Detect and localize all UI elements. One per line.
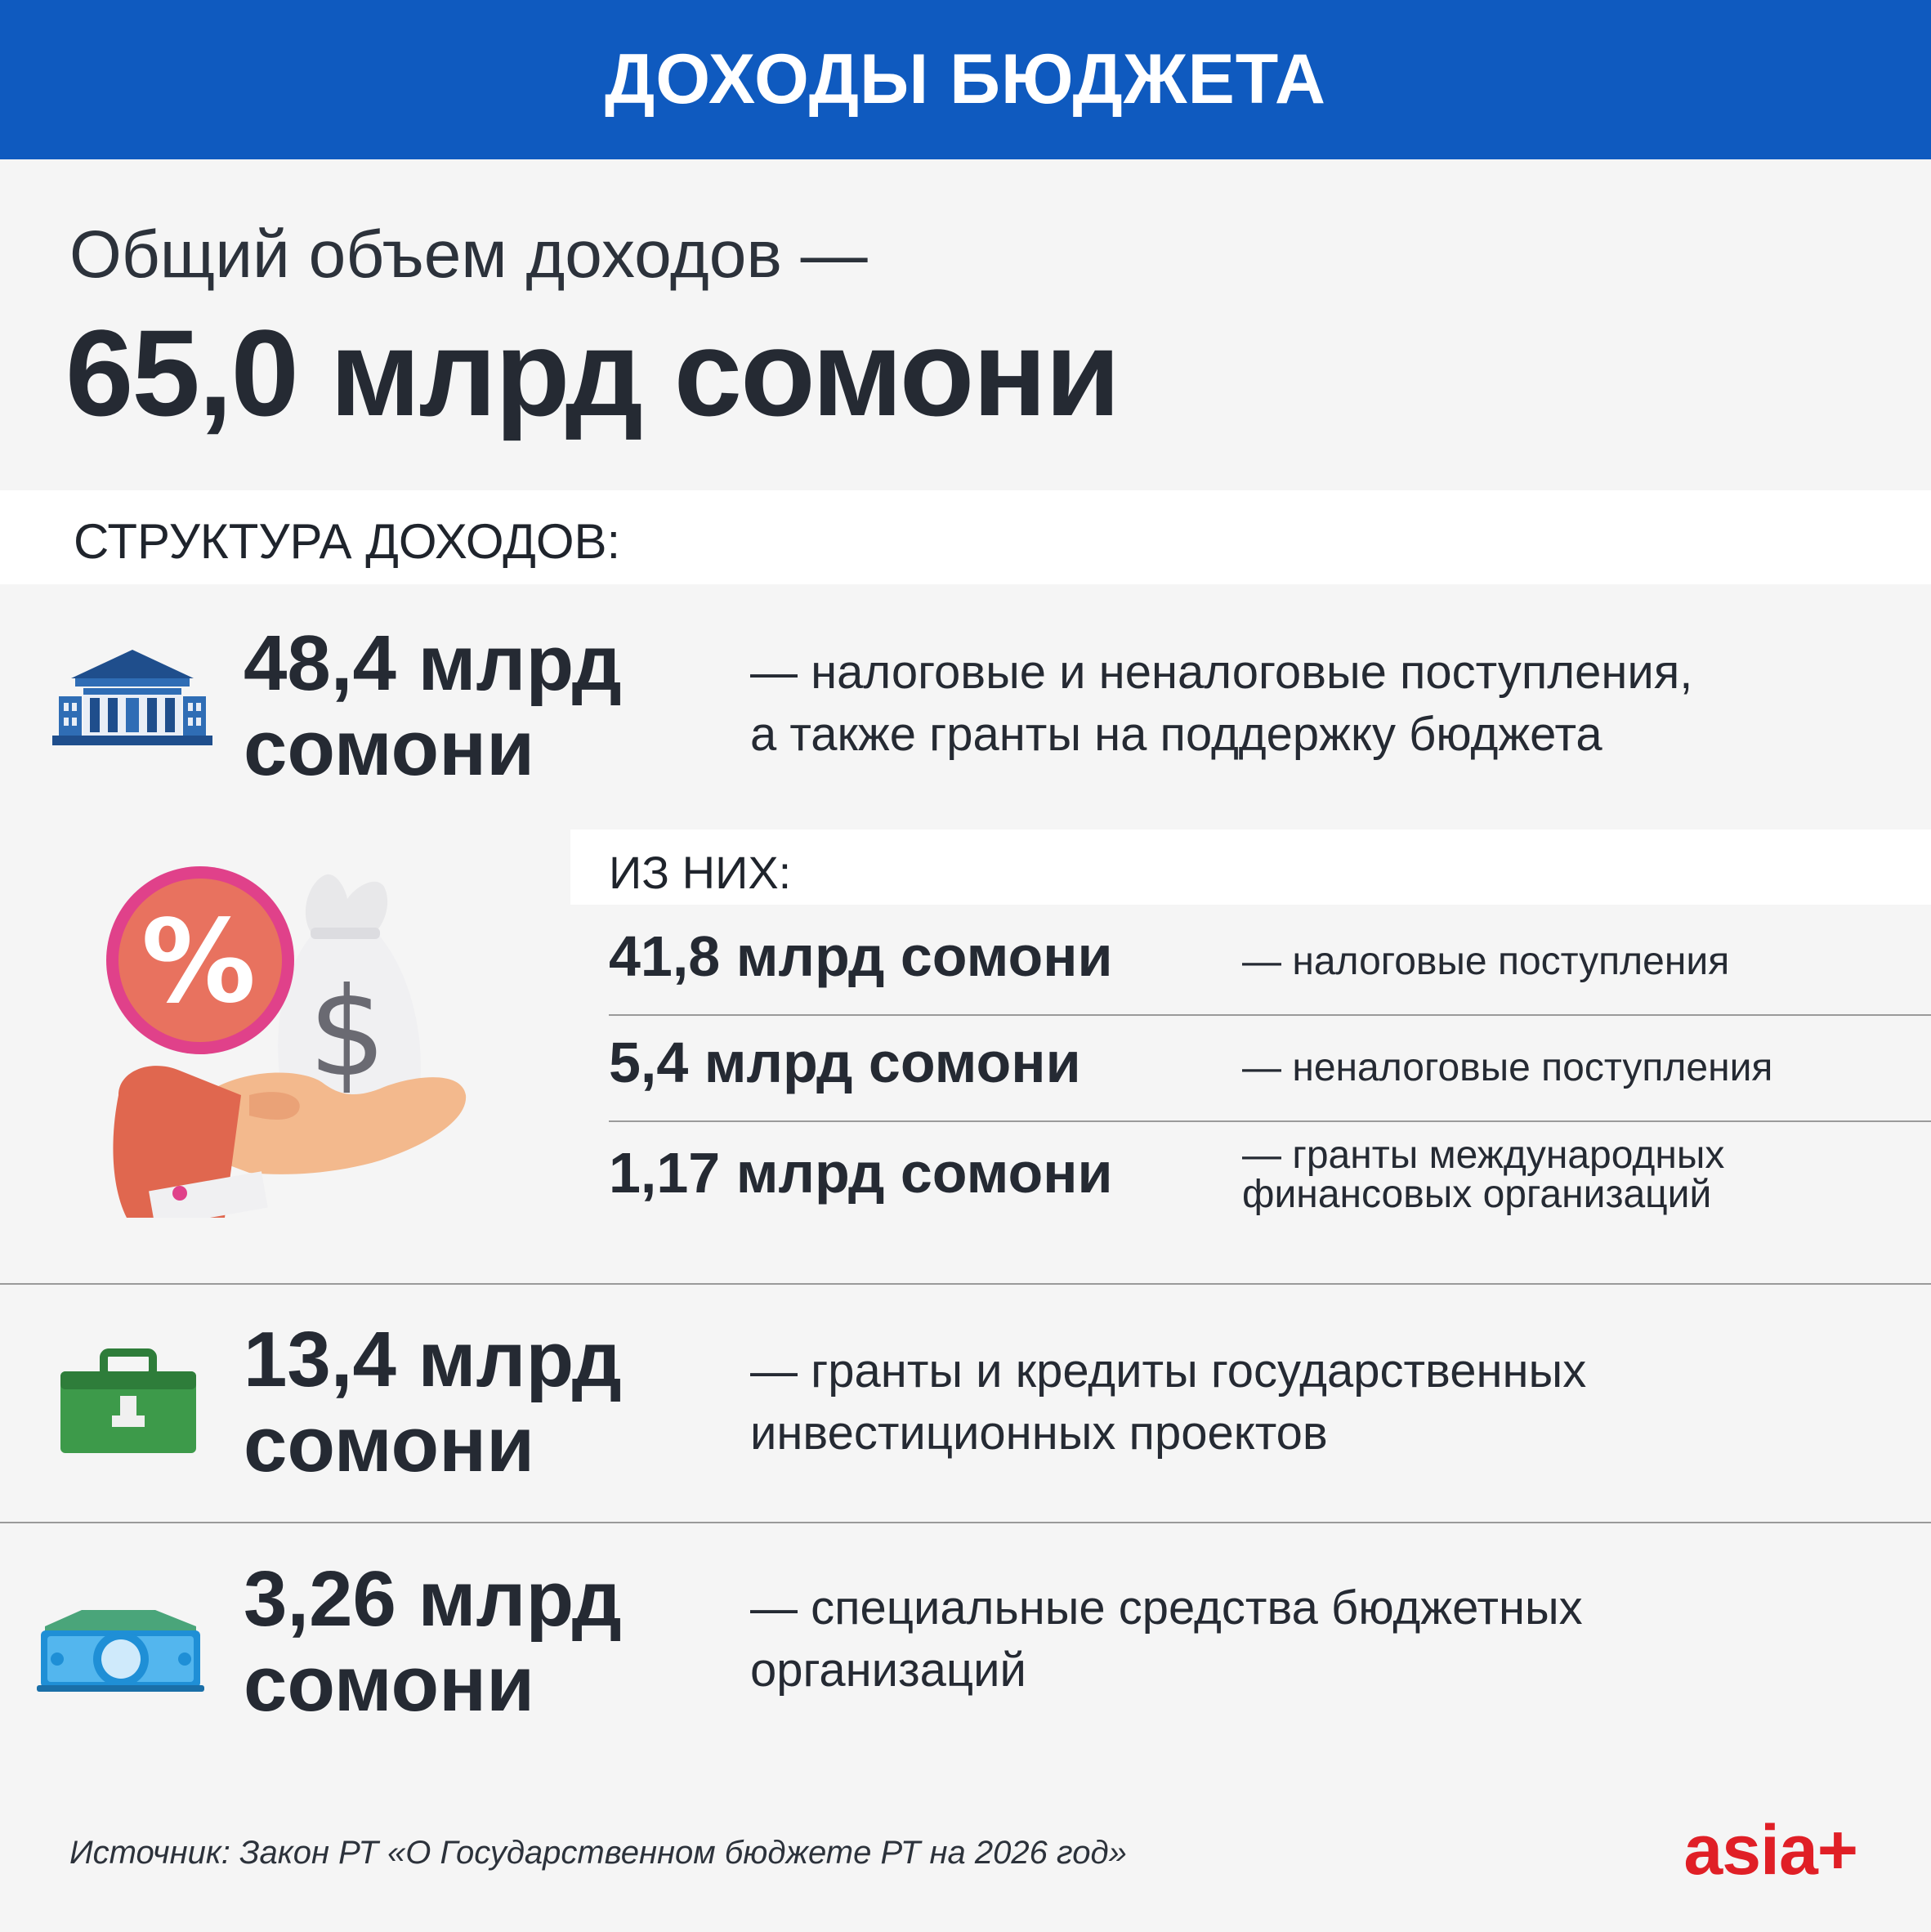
description-3-26 <box>750 1577 1583 1702</box>
amount-13-4 <box>244 1317 622 1487</box>
amount-line-2: сомони <box>244 704 535 792</box>
sub-amount-5-4: 5,4 млрд сомони <box>609 1031 1081 1094</box>
amount-3-26 <box>244 1557 622 1727</box>
total-value: 65,0 млрд сомони <box>65 304 1120 441</box>
amount-line-1: 48,4 млрд <box>244 619 622 707</box>
header-bar <box>0 0 1931 159</box>
svg-text:$: $ <box>308 962 387 1104</box>
desc-line-1: — гранты и кредиты государственных <box>750 1344 1587 1398</box>
desc-line-2: организаций <box>750 1644 1026 1697</box>
total-label: Общий объем доходов — <box>69 217 868 292</box>
svg-text:%: % <box>141 896 257 1029</box>
desc-line-2: инвестиционных проектов <box>750 1407 1328 1460</box>
amount-48-4 <box>244 621 622 791</box>
sub-desc-grants-intl <box>1242 1136 1724 1214</box>
money-bag-hand-percent-icon <box>102 850 470 1218</box>
sub-desc-line-1: — гранты международных <box>1242 1134 1725 1177</box>
sub-desc-line-2: финансовых организаций <box>1242 1173 1712 1216</box>
cash-bundle-icon <box>33 1594 208 1696</box>
page-title: ДОХОДЫ БЮДЖЕТА <box>604 40 1327 119</box>
sub-desc-nontax: — неналоговые поступления <box>1242 1046 1773 1089</box>
sub-amount-1-17: 1,17 млрд сомони <box>609 1141 1113 1205</box>
source-note: Источник: Закон РТ «О Государственном бюджете РТ на 2026 год» <box>69 1835 1127 1871</box>
sub-amount-41-8: 41,8 млрд сомони <box>609 924 1113 988</box>
amount-line-2: сомони <box>244 1401 535 1488</box>
breakdown-label: ИЗ НИХ: <box>609 847 792 898</box>
description-48-4 <box>750 642 1692 766</box>
divider <box>0 1283 1931 1285</box>
briefcase-icon <box>59 1348 198 1455</box>
desc-line-1: — специальные средства бюджетных <box>750 1581 1583 1635</box>
sub-desc-tax: — налоговые поступления <box>1242 940 1730 983</box>
desc-line-1: — налоговые и неналоговые поступления, <box>750 646 1693 699</box>
desc-line-2: а также гранты на поддержку бюджета <box>750 708 1602 761</box>
description-13-4 <box>750 1340 1586 1465</box>
divider <box>0 1522 1931 1523</box>
divider <box>609 1120 1931 1122</box>
divider <box>609 1014 1931 1016</box>
asia-plus-logo: asia+ <box>1683 1811 1857 1890</box>
amount-line-1: 3,26 млрд <box>244 1555 622 1643</box>
amount-line-2: сомони <box>244 1640 535 1728</box>
structure-label: СТРУКТУРА ДОХОДОВ: <box>74 514 621 569</box>
bank-building-icon <box>51 646 214 752</box>
amount-line-1: 13,4 млрд <box>244 1316 622 1403</box>
